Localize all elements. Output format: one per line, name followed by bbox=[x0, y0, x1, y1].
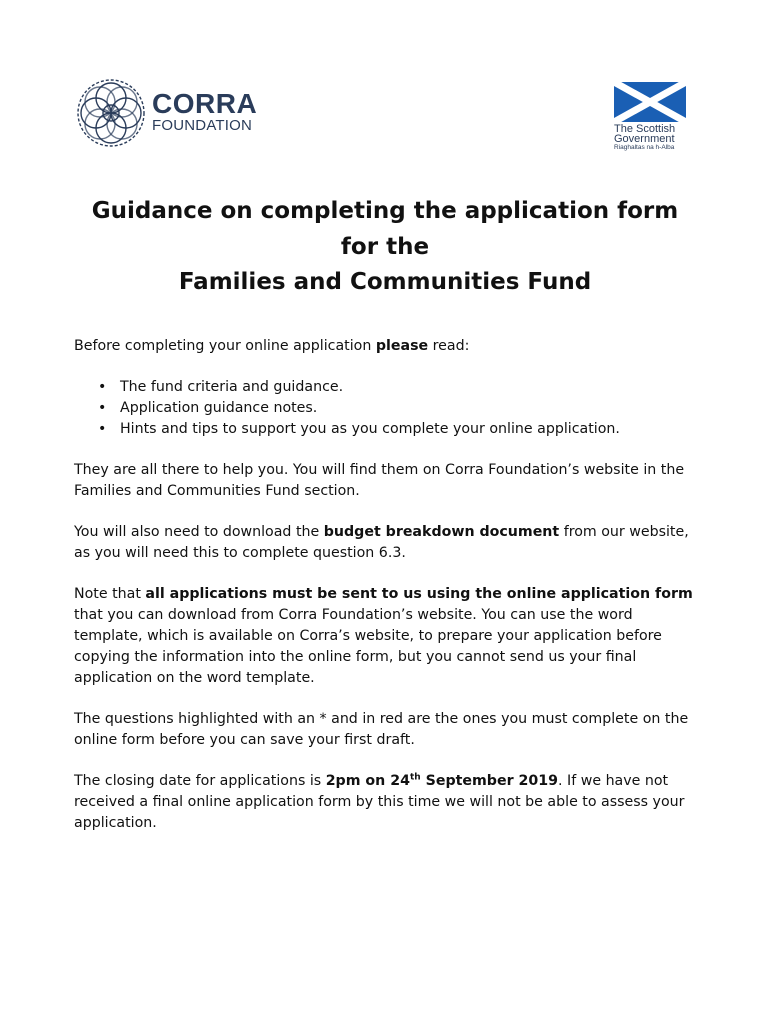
bullet-icon: • bbox=[98, 379, 107, 395]
budget-text-after: from our website, as you will need this to complete question 6.3. bbox=[74, 524, 689, 561]
budget-text-bold: budget breakdown document bbox=[323, 524, 560, 540]
document-body bbox=[74, 336, 704, 854]
closing-date-superscript: th bbox=[409, 772, 421, 783]
intro-text-bold: please bbox=[375, 338, 429, 354]
bullet-icon: • bbox=[98, 421, 107, 437]
closing-time-bold: 2pm on 24 bbox=[325, 773, 410, 789]
title-line-2: for the bbox=[340, 233, 430, 260]
document-title bbox=[0, 194, 770, 301]
intro-paragraph bbox=[74, 336, 704, 357]
online-text-before: Note that bbox=[74, 586, 146, 602]
list-item-text: The fund criteria and guidance. bbox=[120, 379, 344, 395]
closing-text-after: . If we have not received a final online application form by this time we will not be able to assess your application. bbox=[74, 773, 685, 831]
budget-text-before: You will also need to download the bbox=[74, 524, 324, 540]
corra-subtitle: FOUNDATION bbox=[152, 117, 253, 134]
list-item bbox=[74, 377, 704, 398]
saltire-flag-icon bbox=[614, 82, 686, 122]
online-form-paragraph bbox=[74, 584, 704, 689]
list-item bbox=[74, 419, 704, 440]
reading-list bbox=[74, 377, 704, 440]
gov-line-1: The Scottish bbox=[614, 123, 676, 135]
corra-foundation-logo bbox=[74, 76, 274, 150]
corra-name: CORRA bbox=[152, 88, 258, 119]
help-paragraph: They are all there to help you. You will find them on Corra Foundation’s website in the Families and Communities Fund section. bbox=[74, 462, 685, 499]
intro-text-before: Before completing your online application bbox=[74, 338, 376, 354]
list-item bbox=[74, 398, 704, 419]
online-text-after: that you can download from Corra Foundation’s website. You can use the word template, which is available on Corra’s website, to prepare your application before copying the information into the online form, but you cannot send us your final application on the word template. bbox=[74, 607, 662, 686]
required-questions-paragraph: The questions highlighted with an * and in red are the ones you must complete on the online form before you can save your first draft. bbox=[74, 711, 689, 748]
budget-paragraph bbox=[74, 522, 704, 564]
title-line-1: Guidance on completing the application form bbox=[91, 198, 679, 224]
title-line-3: Families and Communities Fund bbox=[178, 269, 592, 295]
closing-month-bold: September 2019 bbox=[420, 773, 559, 789]
intro-text-after: read: bbox=[428, 338, 470, 354]
gov-line-2: Government bbox=[614, 133, 675, 145]
online-text-bold: all applications must be sent to us using the online application form bbox=[145, 586, 693, 602]
corra-knot-icon bbox=[74, 76, 148, 150]
list-item-text: Hints and tips to support you as you complete your online application. bbox=[120, 421, 620, 437]
bullet-icon: • bbox=[98, 400, 107, 416]
scottish-government-logo bbox=[612, 82, 692, 154]
gov-gaelic-line: Riaghaltas na h-Alba bbox=[614, 144, 675, 151]
closing-text-before: The closing date for applications is bbox=[74, 773, 326, 789]
closing-date-paragraph bbox=[74, 771, 704, 834]
list-item-text: Application guidance notes. bbox=[120, 400, 318, 416]
